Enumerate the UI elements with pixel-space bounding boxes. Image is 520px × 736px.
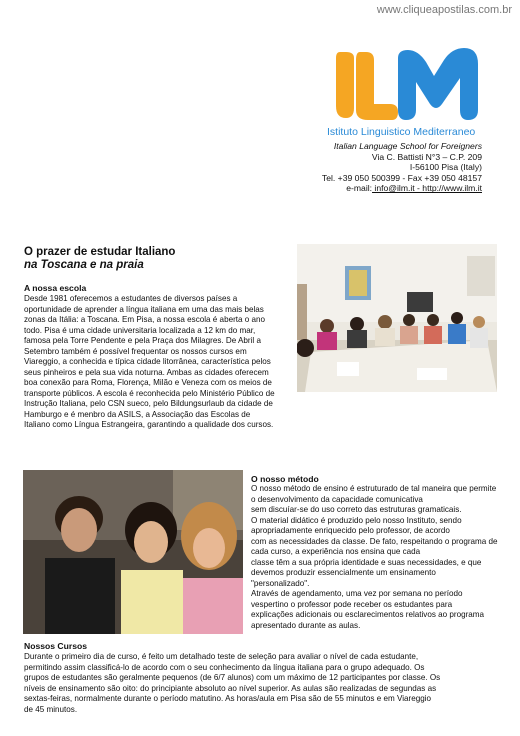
paragraph-line: Durante o primeiro dia de curso, é feito um detalhado teste de seleção para avaliar o nível de cada estudante, xyxy=(24,652,419,661)
email-web xyxy=(322,183,482,194)
paragraph-line: famosa pela Torre Pendente e pela Praça dos Milagres. De Abril a xyxy=(24,336,261,345)
section-text-escola xyxy=(24,294,296,431)
section-heading-metodo: O nosso método xyxy=(251,474,319,484)
paragraph-line: com as necessidades da classe. De fato, respeitando o programa de xyxy=(251,536,498,546)
paragraph-line: seus pinheiros e pela sua vida noturna. Ambas as cidades oferecem xyxy=(24,367,269,377)
paragraph-line: Setembro também é possível frequentar os nossos cursos em xyxy=(24,346,247,356)
paragraph-line: permitindo assim classificá-lo de acordo com o seu conhecimento da língua italiana para o grupo adequado. Os xyxy=(24,662,425,672)
paragraph-line: devemos produzir essencialmente um ensinamento xyxy=(251,568,436,577)
paragraph-line: cada curso, a experiência nos ensina que cada xyxy=(251,547,421,556)
section-text-cursos xyxy=(24,652,504,715)
address: Via C. Battisti N°3 – C.P. 209 xyxy=(371,151,482,162)
paragraph-line: de 45 minutos. xyxy=(24,704,78,714)
students-photo xyxy=(23,470,243,634)
ilm-logo xyxy=(326,44,486,134)
paragraph-line: o desenvolvimento da capacidade comunicativa xyxy=(251,494,423,504)
paragraph-line: boa conexão para Roma, Florença, Milão e Veneza com os meios de xyxy=(24,378,272,387)
paragraph-line: classe têm a sua própria identidade e suas necessidades, e que xyxy=(251,557,482,567)
paragraph-line: Através de agendamento, uma vez por semana no período xyxy=(251,589,463,598)
contact-block xyxy=(322,141,482,194)
title-sub: na Toscana e na praia xyxy=(24,259,144,271)
section-text-metodo xyxy=(251,484,498,631)
paragraph-line: apropriadamente enriquecido pelo professor, de acordo xyxy=(251,526,450,535)
title-main: O prazer de estudar Italiano xyxy=(24,246,176,258)
paragraph-line: sem discuíar-se do uso correto das estruturas gramaticais. xyxy=(251,505,462,514)
paragraph-line: Desde 1981 oferecemos a estudantes de diversos países a xyxy=(24,294,238,303)
paragraph-line: apresentado durante as aulas. xyxy=(251,620,361,630)
paragraph-line: todo. Pisa é uma cidade universitaria localizada a 12 km do mar, xyxy=(24,325,256,335)
school-tagline: Italian Language School for Foreigners xyxy=(333,141,482,151)
paragraph-line: sextas-feiras, normalmente durante o período matutino. As horas/aula em Pisa são de 55 minutos e em Viareggio xyxy=(24,694,432,703)
paragraph-line: grupos de estudantes são geralmente pequenos (de 6/7 alunos) com um máximo de 12 participantes por classe. Os xyxy=(24,673,441,682)
paragraph-line: Instrução Italiana, pelo CSN sueco, pelo Bildungsurlaub da cidade de xyxy=(24,399,273,408)
page-title xyxy=(24,246,175,272)
logo-subtitle: Istituto Linguistico Mediterraneo xyxy=(327,126,476,138)
paragraph-line: zonas da Itália: a Toscana. Em Pisa, a nossa escola é aberta o ano xyxy=(24,315,266,324)
paragraph-line: Hamburgo e é menbro da ASILS, a Associação das Escolas de xyxy=(24,409,251,419)
email-web-links[interactable]: info@ilm.it - http://www.ilm.it xyxy=(372,183,482,194)
email-label: e-mail: xyxy=(346,183,373,194)
paragraph-line: Viareggio, a conhecida e típica cidade litorrânea, característica pelos xyxy=(24,357,271,366)
paragraph-line: O material didático é produzido pelo nosso Instituto, sendo xyxy=(251,515,462,525)
classroom-photo xyxy=(297,244,497,392)
paragraph-line: vespertino o professor pode receber os estudantes para xyxy=(251,599,453,609)
paragraph-line: Italiano como Língua Estrangeira, garantindo a qualidade dos cursos. xyxy=(24,420,274,429)
paragraph-line: níveis de ensinamento são oito: do principiante absoluto ao nível superior. As aulas são realizadas de segundas as xyxy=(24,683,437,693)
section-heading-cursos: Nossos Cursos xyxy=(24,641,88,651)
paragraph-line: "personalizado". xyxy=(251,578,310,588)
city: I-56100 Pisa (Italy) xyxy=(409,162,482,173)
paragraph-line: explicações adicionais ou esclarecimentos relativos ao programa xyxy=(251,610,485,619)
paragraph-line: transporte públicos. A escola é reconhecida pelo Ministério Público de xyxy=(24,388,275,398)
section-heading-escola: A nossa escola xyxy=(24,283,87,293)
paragraph-line: oportunidade de aprender a língua italiana em uma das mais belas xyxy=(24,304,264,314)
phone-fax: Tel. +39 050 500399 - Fax +39 050 48157 xyxy=(321,172,482,183)
watermark: www.cliqueapostilas.com.br xyxy=(376,4,512,16)
paragraph-line: O nosso método de ensino é estruturado de tal maneira que permite xyxy=(251,484,497,493)
